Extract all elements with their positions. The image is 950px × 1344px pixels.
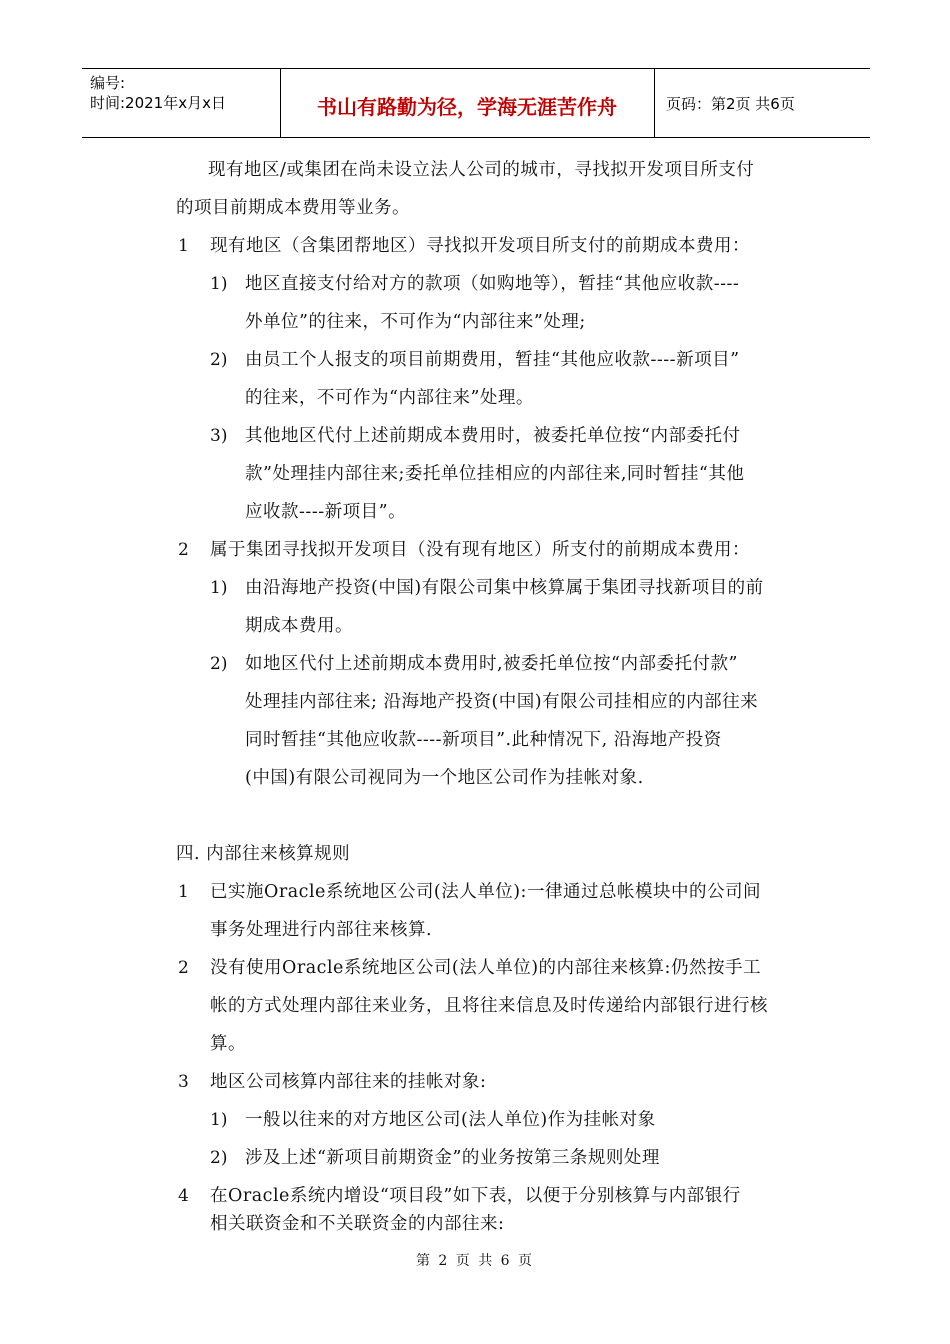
rule-line: 已实施Oracle系统地区公司(法人单位):一律通过总帐模块中的公司间 <box>210 882 761 902</box>
rule-line: 没有使用Oracle系统地区公司(法人单位)的内部往来核算:仍然按手工 <box>210 958 761 978</box>
item-line: 其他地区代付上述前期成本费用时，被委托单位按“内部委托付 <box>245 426 741 446</box>
item-number: 1) <box>210 578 228 598</box>
item-line: 地区直接支付给对方的款项（如购地等），暂挂“其他应收款---- <box>245 274 740 294</box>
item-line: 的往来，不可作为“内部往来”处理。 <box>245 388 534 408</box>
rule-line: 算。 <box>210 1034 246 1054</box>
header-divider <box>280 69 281 137</box>
intro-line: 的项目前期成本费用等业务。 <box>176 198 410 218</box>
rule-number: 2 <box>178 958 189 978</box>
header-motto: 书山有路勤为径，学海无涯苦作舟 <box>317 95 617 119</box>
rule-line: 事务处理进行内部往来核算. <box>210 920 433 940</box>
item-number: 1) <box>210 274 228 294</box>
chapter-heading: 四. 内部往来核算规则 <box>176 844 351 864</box>
section-number: 2 <box>178 540 189 560</box>
item-line: 同时暂挂“其他应收款----新项目”.此种情况下, 沿海地产投资 <box>245 730 722 750</box>
item-number: 2) <box>210 654 228 674</box>
item-line: 一般以往来的对方地区公司(法人单位)作为挂帐对象 <box>245 1110 656 1130</box>
page-header <box>82 68 870 138</box>
intro-line: 现有地区/或集团在尚未设立法人公司的城市，寻找拟开发项目所支付 <box>208 160 755 180</box>
section-title: 属于集团寻找拟开发项目（没有现有地区）所支付的前期成本费用： <box>210 540 750 560</box>
item-line: 如地区代付上述前期成本费用时,被委托单位按“内部委托付款” <box>245 654 738 674</box>
header-page-code: 页码：第2页 共6页 <box>666 95 795 113</box>
rule-line: 相关联资金和不关联资金的内部往来: <box>210 1214 505 1234</box>
time-label: 时间:2021年x月x日 <box>90 94 226 112</box>
item-number: 3) <box>210 426 228 446</box>
item-number: 2) <box>210 350 228 370</box>
header-divider <box>654 69 655 137</box>
item-line: 处理挂内部往来; 沿海地产投资(中国)有限公司挂相应的内部往来 <box>245 692 759 712</box>
serial-label: 编号: <box>90 74 126 92</box>
item-line: 外单位”的往来，不可作为“内部往来”处理; <box>245 312 586 332</box>
rule-number: 4 <box>178 1186 189 1206</box>
page-footer: 第 2 页 共 6 页 <box>415 1253 535 1269</box>
section-number: 1 <box>178 236 189 256</box>
item-line: 期成本费用。 <box>245 616 353 636</box>
rule-number: 1 <box>178 882 189 902</box>
rule-line: 在Oracle系统内增设“项目段”如下表，以便于分别核算与内部银行 <box>210 1186 741 1206</box>
item-number: 1) <box>210 1110 228 1130</box>
rule-line: 帐的方式处理内部往来业务，且将往来信息及时传递给内部银行进行核 <box>210 996 768 1016</box>
item-line: 款”处理挂内部往来;委托单位挂相应的内部往来,同时暂挂“其他 <box>245 464 745 484</box>
item-line: (中国)有限公司视同为一个地区公司作为挂帐对象. <box>245 768 644 788</box>
item-line: 由沿海地产投资(中国)有限公司集中核算属于集团寻找新项目的前 <box>245 578 764 598</box>
section-title: 现有地区（含集团帮地区）寻找拟开发项目所支付的前期成本费用： <box>210 236 750 256</box>
item-number: 2) <box>210 1148 228 1168</box>
rule-line: 地区公司核算内部往来的挂帐对象: <box>210 1072 487 1092</box>
item-line: 涉及上述“新项目前期资金”的业务按第三条规则处理 <box>245 1148 660 1168</box>
header-meta <box>90 73 226 113</box>
item-line: 应收款----新项目”。 <box>245 502 407 522</box>
item-line: 由员工个人报支的项目前期费用，暂挂“其他应收款----新项目” <box>245 350 740 370</box>
rule-number: 3 <box>178 1072 189 1092</box>
